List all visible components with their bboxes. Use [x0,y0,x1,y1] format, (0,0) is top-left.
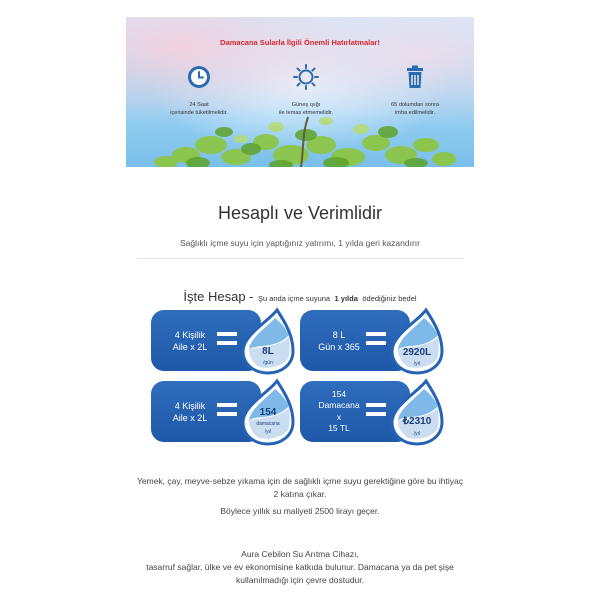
reminder-line: içerisinde tüketilmelidir. [170,110,228,116]
card-label-line: Aile x 2L [172,341,208,352]
reminder-text-24h [153,101,245,117]
card-unit: /gün [263,360,273,366]
calc-title-post: ödediğiniz bedel [362,294,417,303]
card-value: 8L [262,346,274,357]
equals-icon [217,401,237,419]
calc-card-cost [300,381,447,442]
card-value: 154 [259,407,277,418]
reminder-line: ile temas etmemelidir. [278,110,334,116]
card-label [159,381,221,442]
sun-icon [293,64,319,90]
card-label [308,381,370,442]
card-label-line: 8 L [332,329,346,340]
card-value: ₺2310 [402,416,432,427]
calc-card-demijohns [151,381,298,442]
card-label-line: Gün x 365 [318,341,360,352]
equals-icon [217,330,237,348]
section-heading: Hesaplı ve Verimlidir [217,203,383,223]
equals-icon [366,330,386,348]
card-unit: /yıl [413,361,421,367]
reminder-text-65 [369,101,461,117]
card-label-line: 154 [331,388,347,399]
calc-card-daily [151,310,298,371]
calc-title-main: İşte Hesap - [183,289,254,304]
calculation-title [0,288,600,306]
paragraph-product [0,548,600,587]
card-label-line: 4 Kişilik [174,329,206,340]
reminder-text-sun [260,101,352,117]
card-label-line: x [336,411,342,422]
clock-icon [186,64,212,90]
card-label-line: 4 Kişilik [174,400,206,411]
calc-card-yearly-liters [300,310,447,371]
reminder-line: Güneş ışığı [291,102,321,108]
calc-title-bold: 1 yılda [334,294,358,303]
divider [137,258,464,259]
card-label [308,310,370,371]
card-unit: /yıl [264,429,272,435]
reminder-line: imha edilmelidir. [394,110,436,116]
paragraph-line: Aura Cebilon Su Arıtma Cihazı, [241,549,359,559]
card-unit: /yıl [413,431,421,437]
card-label [159,310,221,371]
reminder-banner [126,17,474,167]
card-unit: damacana [256,421,280,427]
section-subheading: Sağlıklı içme suyu için yaptığınız yatırımı, 1 yılda geri kazandırır [180,238,420,248]
card-label-line: Aile x 2L [172,412,208,423]
paragraph-line: 2 katına çıkar. [273,489,327,499]
card-label-line: 15 TL [328,423,350,433]
reminder-line: 24 Saat [189,102,209,108]
calc-title-pre: Şu anda içme suyuna [257,294,331,303]
paragraph-line: Yemek, çay, meyve-sebze yıkama için de sağlıklı içme suyu gerektiğine göre bu ihtiyaç [137,476,463,486]
card-label-line: Damacana [318,400,360,410]
reminder-line: 65 dolumdan sonra [391,102,439,108]
banner-title: Damacana Sularla İlgili Önemli Hatırlatmalar! [220,38,380,47]
paragraph-cost: Böylece yıllık su maliyeti 2500 lirayı geçer. [220,506,380,516]
trash-icon [402,64,428,90]
paragraph-need [0,475,600,501]
equals-icon [366,401,386,419]
paragraph-line: kullanılmadığı için çevre dostudur. [235,575,365,585]
paragraph-line: tasarruf sağlar, ülke ve ev ekonomisine katkıda bulunur. Damacana ya da pet şişe [146,562,454,572]
card-value: 2920L [402,347,432,358]
